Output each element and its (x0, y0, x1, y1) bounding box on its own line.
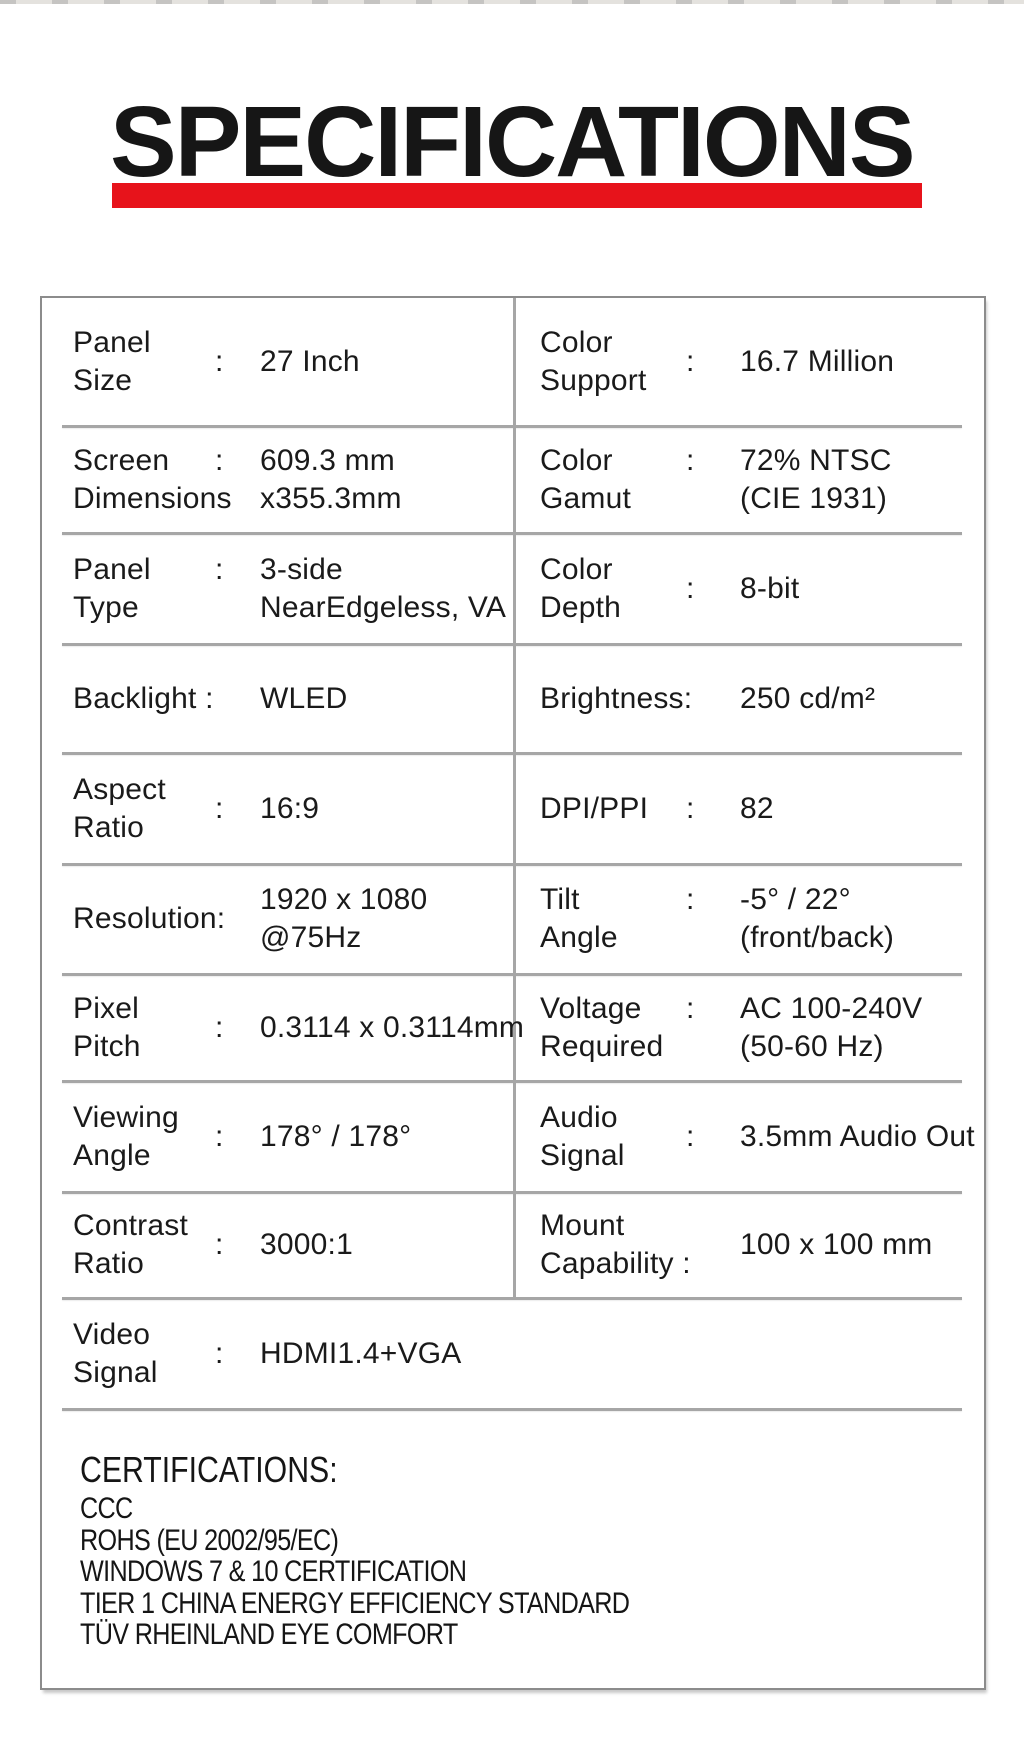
spec-row (42, 1298, 984, 1409)
spec-label-line: Panel (73, 552, 151, 586)
spec-colon: : (686, 345, 695, 378)
spec-label-line: Brightness: (540, 681, 693, 715)
spec-colon-value (215, 1226, 353, 1264)
spec-value-line: (front/back) (740, 921, 895, 954)
spec-colon: : (686, 443, 695, 477)
spec-colon-value (686, 680, 875, 718)
spec-label-line: Pixel (73, 991, 140, 1025)
spec-row (42, 533, 984, 644)
spec-value (260, 551, 506, 627)
spec-cell-right (540, 533, 980, 644)
spec-colon: : (686, 571, 695, 605)
spec-label-line: Type (73, 590, 139, 624)
spec-label (73, 324, 215, 400)
certification-item: TÜV RHEINLAND EYE COMFORT (80, 1618, 458, 1651)
certifications-section (42, 1409, 984, 1688)
spec-colon: : (686, 791, 695, 825)
spec-value-line: AC 100-240V (740, 991, 923, 1025)
certifications-list (80, 1493, 629, 1651)
spec-label (540, 680, 693, 718)
spec-label (73, 900, 226, 938)
spec-label-line: Aspect (73, 772, 166, 806)
spec-value-line: 27 Inch (260, 345, 360, 378)
spec-cell-left (73, 426, 509, 533)
spec-value (740, 1226, 933, 1264)
spec-label-line: Pitch (73, 1029, 141, 1063)
spec-value (740, 790, 774, 828)
spec-label-line: Required (540, 1029, 664, 1063)
spec-value-line: 609.3 mm (260, 443, 395, 477)
spec-colon: : (215, 345, 224, 378)
spec-value-line: 72% NTSC (740, 443, 892, 477)
spec-label-line: Support (540, 364, 647, 397)
spec-colon-value (686, 1118, 975, 1156)
spec-label (540, 1207, 691, 1283)
spec-label (540, 790, 686, 828)
spec-colon-value (686, 570, 799, 608)
spec-colon: : (215, 1119, 224, 1153)
spec-row (42, 644, 984, 753)
spec-value-line: 16:9 (260, 791, 320, 825)
spec-colon-value (686, 343, 894, 381)
spec-colon: : (215, 552, 224, 586)
spec-label-line: Backlight : (73, 681, 214, 715)
spec-value-line: 82 (740, 791, 774, 825)
spec-label-line: Depth (540, 590, 622, 624)
spec-value (740, 680, 875, 718)
spec-value-line: (CIE 1931) (740, 481, 888, 515)
spec-label (73, 771, 215, 847)
spec-label-line: DPI/PPI (540, 791, 649, 825)
spec-cell-left (73, 1192, 509, 1298)
spec-label-line: Voltage (540, 991, 642, 1025)
spec-label (73, 1099, 215, 1175)
page-title: SPECIFICATIONS (110, 86, 914, 198)
spec-value (260, 343, 360, 381)
spec-value-line: 16.7 Million (740, 345, 895, 378)
spec-value-line: @75Hz (260, 921, 362, 954)
spec-value (740, 990, 922, 1066)
spec-cell-right (540, 1192, 980, 1298)
spec-value (740, 1118, 975, 1156)
spec-label (73, 990, 215, 1066)
spec-label-line: Video (73, 1317, 151, 1351)
spec-value (740, 442, 892, 518)
certification-item: CCC (80, 1492, 133, 1525)
spec-label (540, 551, 686, 627)
spec-value-line: WLED (260, 681, 348, 715)
spec-value-line: 3-side (260, 552, 343, 586)
spec-colon-value (215, 790, 319, 828)
spec-label-line: Tilt (540, 883, 580, 916)
spec-cell-right (540, 974, 980, 1081)
spec-table (40, 296, 986, 1690)
title-section (0, 0, 1024, 230)
spec-value (740, 570, 799, 608)
spec-value-line: 8-bit (740, 571, 800, 605)
spec-colon-value (215, 551, 506, 627)
spec-label-line: Color (540, 326, 613, 359)
spec-value (260, 881, 427, 957)
spec-row (42, 426, 984, 533)
spec-value-line: x355.3mm (260, 481, 402, 515)
spec-label-line: Mount (540, 1209, 625, 1242)
spec-value-line: 3.5mm Audio Out (740, 1119, 975, 1153)
spec-label-line: Size (73, 364, 133, 397)
spec-colon-value (215, 1009, 524, 1047)
spec-cell-left (73, 1298, 509, 1409)
spec-value-line: 178° / 178° (260, 1119, 412, 1153)
spec-row (42, 864, 984, 974)
spec-colon: : (215, 791, 224, 825)
spec-row (42, 298, 984, 426)
spec-label-line: Resolution: (73, 902, 226, 935)
spec-row (42, 1192, 984, 1298)
spec-value-line: -5° / 22° (740, 883, 851, 916)
spec-colon: : (686, 883, 695, 916)
spec-label (73, 442, 232, 518)
spec-cell-right (540, 426, 980, 533)
spec-colon: : (215, 443, 224, 477)
spec-value-line: NearEdgeless, VA (260, 590, 507, 624)
spec-colon-value (686, 1226, 933, 1264)
spec-value (260, 680, 347, 718)
spec-cell-left (73, 753, 509, 864)
spec-label (540, 990, 686, 1066)
spec-label-line: Dimensions (73, 481, 232, 515)
spec-value (260, 790, 319, 828)
spec-cell-right (540, 753, 980, 864)
spec-label-line: Screen (73, 443, 170, 477)
spec-row (42, 753, 984, 864)
spec-label-line: Viewing (73, 1100, 179, 1134)
spec-colon-value (215, 881, 427, 957)
certification-item: TIER 1 CHINA ENERGY EFFICIENCY STANDARD (80, 1586, 630, 1620)
spec-value (260, 442, 402, 518)
spec-row (42, 1081, 984, 1192)
spec-cell-left (73, 298, 509, 426)
spec-label-line: Gamut (540, 481, 632, 515)
spec-colon-value (215, 442, 402, 518)
spec-label-line: Ratio (73, 1247, 145, 1280)
spec-value-line: 0.3114 x 0.3114mm (260, 1010, 525, 1044)
spec-cell-left (73, 1081, 509, 1192)
spec-label (73, 1316, 215, 1392)
spec-label (540, 881, 686, 957)
spec-colon-value (686, 881, 894, 957)
certifications-heading: CERTIFICATIONS: (80, 1449, 338, 1490)
spec-label (73, 680, 215, 718)
spec-label-line: Angle (540, 921, 618, 954)
spec-cell-left (73, 864, 509, 974)
spec-cell-left (73, 533, 509, 644)
spec-colon-value (686, 990, 922, 1066)
spec-colon-value (686, 442, 892, 518)
spec-label (73, 1207, 215, 1283)
spec-colon-value (215, 1118, 411, 1156)
spec-value-line: 3000:1 (260, 1228, 353, 1261)
spec-colon-value (686, 790, 774, 828)
spec-label (540, 324, 686, 400)
spec-value (260, 1009, 524, 1047)
spec-value (260, 1118, 411, 1156)
spec-label-line: Ratio (73, 810, 145, 844)
spec-label (540, 442, 686, 518)
spec-label-line: Audio (540, 1100, 618, 1134)
spec-value (260, 1335, 461, 1373)
spec-value-line: HDMI1.4+VGA (260, 1336, 462, 1370)
spec-label-line: Color (540, 443, 613, 477)
spec-colon-value (215, 1335, 461, 1373)
spec-label-line: Angle (73, 1138, 151, 1172)
spec-value-line: 100 x 100 mm (740, 1228, 933, 1261)
spec-value-line: (50-60 Hz) (740, 1029, 884, 1063)
spec-colon-value (215, 343, 360, 381)
spec-cell-left (73, 974, 525, 1081)
spec-colon: : (686, 1119, 695, 1153)
spec-label-line: Panel (73, 326, 151, 359)
certification-item: WINDOWS 7 & 10 CERTIFICATION (80, 1555, 467, 1588)
certification-item: ROHS (EU 2002/95/EC) (80, 1523, 339, 1557)
spec-label-line: Signal (540, 1138, 625, 1172)
spec-value (740, 343, 894, 381)
spec-cell-left (73, 644, 509, 753)
spec-label-line: Contrast (73, 1209, 188, 1242)
spec-label (540, 1099, 686, 1175)
spec-row (42, 974, 984, 1081)
spec-cell-right (540, 298, 980, 426)
spec-value (740, 881, 894, 957)
spec-colon: : (686, 991, 695, 1025)
spec-colon-value (215, 680, 347, 718)
spec-value (260, 1226, 353, 1264)
spec-colon: : (215, 1336, 224, 1370)
spec-colon: : (215, 1228, 224, 1261)
spec-cell-right (540, 864, 980, 974)
spec-label (73, 551, 215, 627)
spec-label-line: Signal (73, 1355, 158, 1389)
spec-value-line: 1920 x 1080 (260, 883, 428, 916)
spec-cell-right (540, 644, 980, 753)
spec-value-line: 250 cd/m² (740, 681, 876, 715)
spec-label-line: Color (540, 552, 613, 586)
spec-colon: : (215, 1010, 224, 1044)
spec-cell-right (540, 1081, 980, 1192)
spec-label-line: Capability : (540, 1247, 691, 1280)
